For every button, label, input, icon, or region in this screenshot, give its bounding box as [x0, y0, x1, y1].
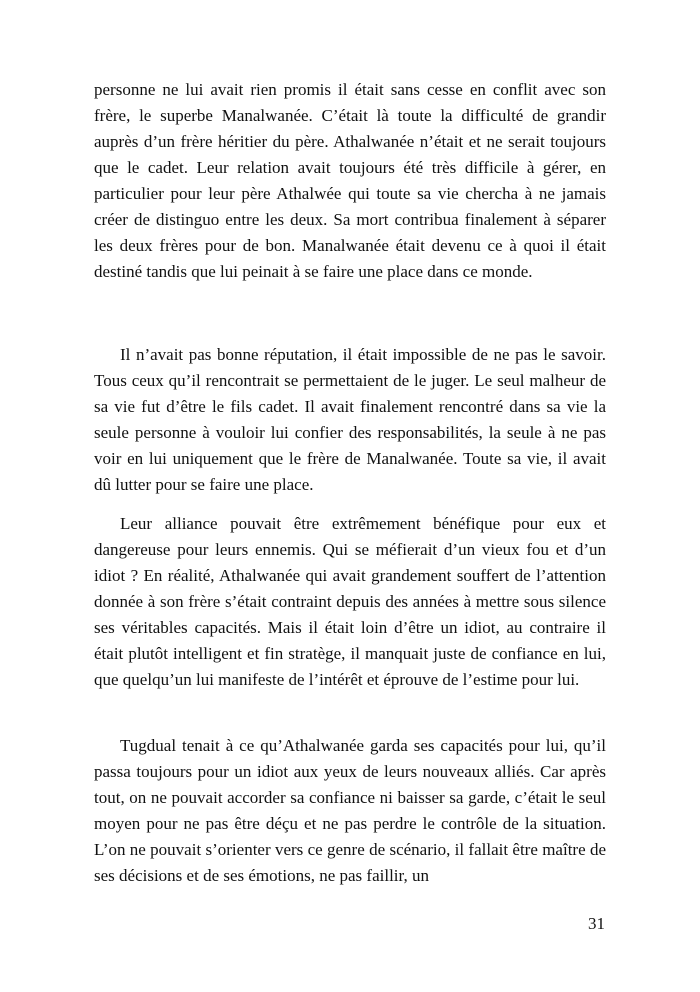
paragraph-text: personne ne lui avait rien promis il était sans cesse en conflit avec son frère, le superbe Manalwanée. C’était là toute la difficulté de grandir auprès d’un frère héritier du père. Athalwanée n’était et ne serait toujours que le cadet. Leur relation avait toujours été très difficile à gérer, en particulier pour leur père Athalwée qui toute sa vie chercha à ne jamais créer de distinguo entre les deux. Sa mort contribua finalement à séparer les deux frères pour de bon. Manalwanée était devenu ce à quoi il était destiné tandis que lui peinait à se faire une place dans ce monde.	[94, 80, 606, 281]
paragraph-4	[94, 733, 606, 889]
paragraph-3	[94, 511, 606, 693]
paragraph-text: Tugdual tenait à ce qu’Athalwanée garda ses capacités pour lui, qu’il passa toujours pour un idiot aux yeux de leurs nouveaux alliés. Car après tout, on ne pouvait accorder sa confiance ni baisser sa garde, c’était le seul moyen pour ne pas être déçu et ne pas perdre le contrôle de la situation. L’on ne pouvait s’orienter vers ce genre de scénario, il fallait être maître de ses décisions et de ses émotions, ne pas faillir, un	[94, 736, 606, 885]
paragraph-text: Il n’avait pas bonne réputation, il était impossible de ne pas le savoir. Tous ceux qu’il rencontrait se permettaient de le juger. Le seul malheur de sa vie fut d’être le fils cadet. Il avait finalement rencontré dans sa vie la seule personne à vouloir lui confier des responsabilités, la seule à ne pas voir en lui uniquement que le frère de Manalwanée. Toute sa vie, il avait dû lutter pour se faire une place.	[94, 345, 606, 494]
paragraph-1	[94, 77, 606, 285]
paragraph-2	[94, 342, 606, 498]
paragraph-text: Leur alliance pouvait être extrêmement bénéfique pour eux et dangereuse pour leurs ennemis. Qui se méfierait d’un vieux fou et d’un idiot ? En réalité, Athalwanée qui avait grandement souffert de l’attention donnée à son frère s’était contraint depuis des années à mettre sous silence ses véritables capacités. Mais il était loin d’être un idiot, au contraire il était plutôt intelligent et fin stratège, il manquait juste de confiance en lui, que quelqu’un lui manifeste de l’intérêt et éprouve de l’estime pour lui.	[94, 514, 606, 689]
page-number: 31	[588, 914, 605, 933]
